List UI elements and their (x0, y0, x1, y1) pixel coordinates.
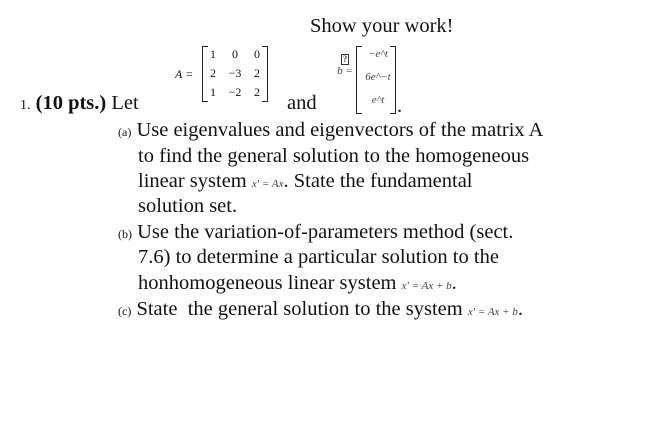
part-label: (a) (118, 125, 132, 139)
matrix-cell: −2 (228, 85, 242, 99)
problem-header (20, 93, 139, 116)
part-text: to find the general solution to the homogeneous (138, 145, 530, 167)
period: . (283, 170, 289, 192)
part-text: linear system (138, 170, 247, 192)
missing-image-icon: ? (342, 54, 348, 64)
let-text: Let (111, 92, 139, 114)
and-text: and (287, 92, 317, 114)
part-b-line3 (138, 273, 457, 296)
equation: x′ = Ax + b (467, 306, 518, 318)
part-text: honhomogeneous linear system (138, 272, 397, 294)
part-a-line3 (138, 171, 473, 194)
part-text: 7.6) to determine a particular solution to the (138, 246, 499, 268)
part-label: (c) (118, 304, 132, 318)
problem-points: (10 pts.) (35, 92, 107, 114)
period: . (517, 298, 523, 320)
vector-entry: e^t (371, 94, 385, 106)
part-label: (b) (118, 227, 132, 241)
matrix-a-label: A = (175, 67, 194, 81)
equation: x′ = Ax (251, 178, 284, 190)
part-text: State the general solution to the system (136, 298, 463, 320)
matrix-cell: 2 (254, 85, 260, 99)
part-text: State the fundamental (293, 170, 473, 192)
vector-b-label (335, 53, 355, 77)
part-b (118, 222, 513, 244)
matrix-a (202, 46, 268, 102)
vector-entry: 6e^−t (365, 71, 391, 83)
matrix-cell: 1 (210, 85, 216, 99)
part-c (118, 299, 523, 322)
equation: x′ = Ax + b (401, 280, 452, 292)
matrix-cell: 1 (210, 47, 216, 61)
period: . (451, 272, 457, 294)
matrix-cell: 0 (254, 47, 260, 61)
vector-b-label-text: b = (337, 65, 353, 77)
vector-entry: −e^t (367, 48, 388, 60)
part-a (118, 120, 543, 142)
part-text: solution set. (138, 195, 238, 217)
matrix-cell: 0 (232, 47, 238, 61)
part-text: Use eigenvalues and eigenvectors of the matrix A (136, 119, 544, 141)
page-title: Show your work! (310, 15, 454, 37)
vector-b (356, 46, 396, 114)
matrix-cell: 2 (210, 66, 216, 80)
period: . (397, 95, 403, 117)
part-text: Use the variation-of-parameters method (sect. (137, 221, 514, 243)
matrix-cell: −3 (228, 66, 242, 80)
matrix-cell: 2 (254, 66, 260, 80)
problem-number: 1. (20, 98, 31, 113)
